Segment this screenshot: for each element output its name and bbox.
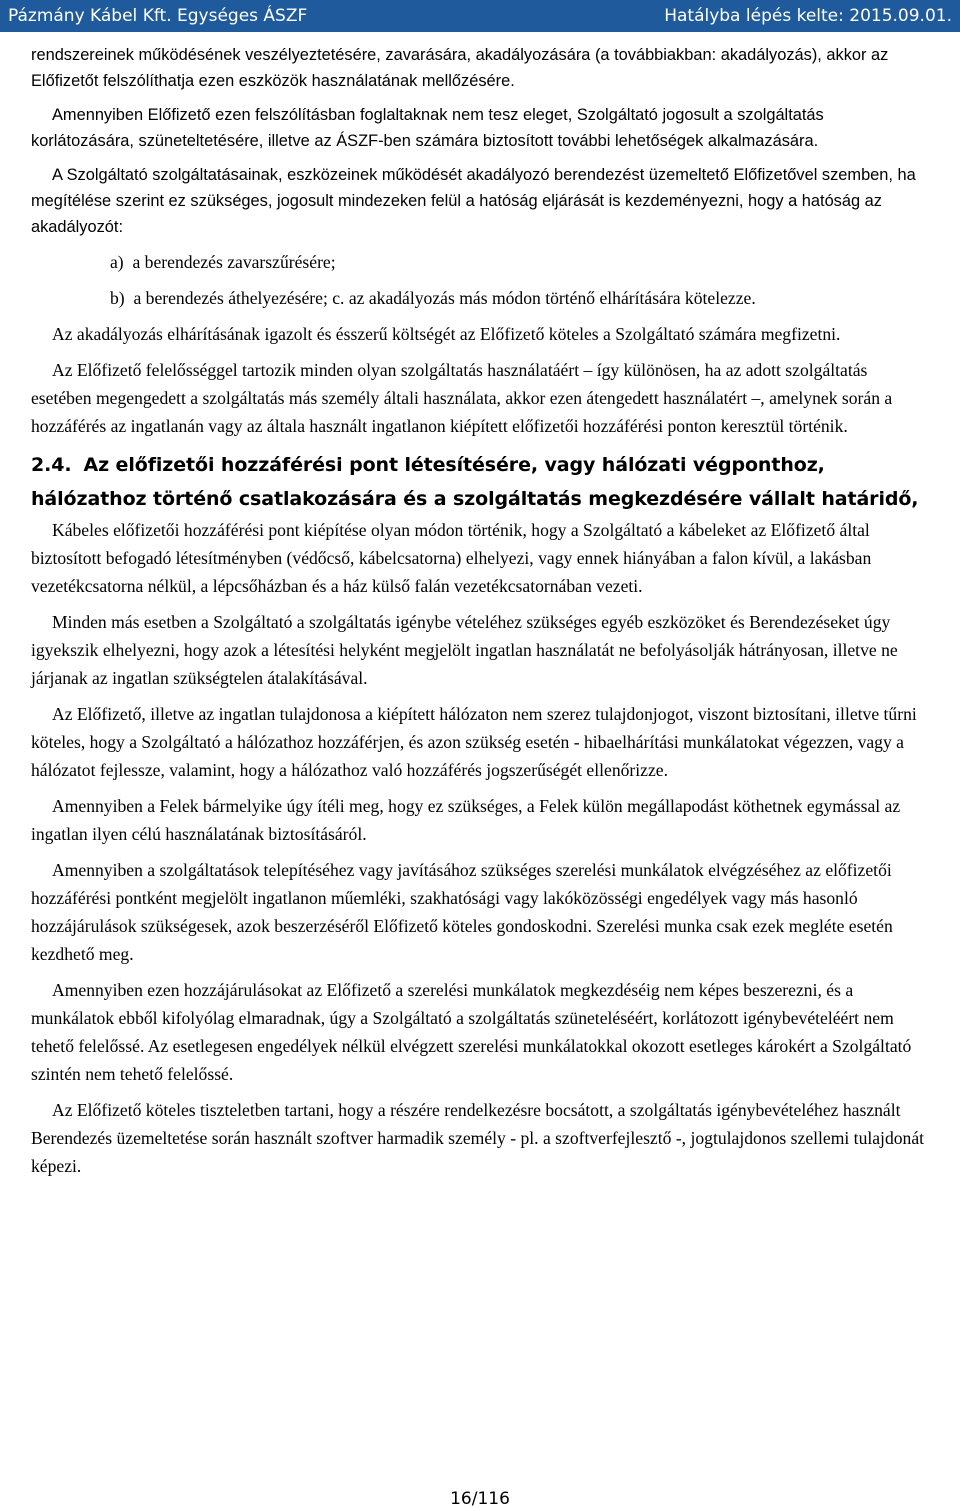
- header-effective-date: Hatályba lépés kelte: 2015.09.01.: [664, 6, 952, 26]
- paragraph: Az akadályozás elhárításának igazolt és ésszerű költségét az Előfizető köteles a Szolgáltató számára megfizetni.: [52, 324, 841, 344]
- section-heading: [31, 448, 931, 516]
- paragraph: Kábeles előfizetői hozzáférési pont kiépítése olyan módon történik, hogy a Szolgáltató a kábeleket az Előfizető által biztosított befogadó létesítményben (védőcső, kábelcsatorna) elhelyezi, vagy ennek hiányában a falon kívül, a lakásban vezetékcsatorna nélkül, a lépcsőházban és a ház külső falán vezetékcsatornában vezeti.: [31, 520, 872, 596]
- paragraph: Az Előfizető felelősséggel tartozik minden olyan szolgáltatás használatáért – így különösen, ha az adott szolgáltatás esetében megengedett a szolgáltatás más személy általi használata, akkor ezen átengedett használatért –, amelynek során a hozzáférés az ingatlanán vagy az általa használt ingatlanon kiépített előfizetői hozzáférési ponton keresztül történik.: [31, 360, 893, 436]
- list-item-a: a) a berendezés zavarszűrésére;: [110, 252, 336, 272]
- paragraph: Amennyiben Előfizető ezen felszólításban foglaltaknak nem tesz eleget, Szolgáltató jogosult a szolgáltatás korlátozására, szüneteltetésére, illetve az ÁSZF-ben számára biztosított további lehetőségek alkalmazására.: [31, 106, 824, 150]
- paragraph: Az Előfizető, illetve az ingatlan tulajdonosa a kiépített hálózaton nem szerez tulajdonjogot, viszont biztosítani, illetve tűrni köteles, hogy a Szolgáltató a hálózathoz hozzáférjen, és azon szükség esetén - hibaelhárítási munkálatokat végezzen, vagy a hálózatot fejlessze, valamint, hogy a hálózathoz való hozzáférés jogszerűségét ellenőrizze.: [31, 704, 917, 780]
- paragraph: Az Előfizető köteles tiszteletben tartani, hogy a részére rendelkezésre bocsátott, a szolgáltatás igénybevételéhez használt Berendezés üzemeltetése során használt szoftver harmadik személy - pl. a szoftverfejlesztő -, jogtulajdonos szellemi tulajdonát képezi.: [31, 1100, 925, 1176]
- paragraph: Amennyiben a Felek bármelyike úgy ítéli meg, hogy ez szükséges, a Felek külön megállapodást köthetnek egymással az ingatlan ilyen célú használatának biztosításáról.: [31, 796, 901, 844]
- header-title: Pázmány Kábel Kft. Egységes ÁSZF: [8, 6, 308, 26]
- paragraph: Amennyiben ezen hozzájárulásokat az Előfizető a szerelési munkálatok megkezdéséig nem képes beszerezni, és a munkálatok ebből kifolyólag elmaradnak, úgy a Szolgáltató a szolgáltatás szüneteléséért, korlátozott igénybevételéért nem tehető felelőssé. Az esetlegesen engedélyek nélkül elvégzett szerelési munkálatokkal okozott esetleges károkért a Szolgáltató szintén nem tehető felelőssé.: [31, 980, 912, 1084]
- page-number: 16/116: [450, 1489, 510, 1509]
- section-number: 2.4.: [31, 454, 72, 476]
- paragraph: A Szolgáltató szolgáltatásainak, eszközeinek működését akadályozó berendezést üzemeltető Előfizetővel szemben, ha megítélése szerint ez szükséges, jogosult mindezeken felül a hatóság eljárását is kezdeményezni, hogy a hatóság az akadályozót:: [31, 166, 916, 236]
- paragraph: Amennyiben a szolgáltatások telepítéséhez vagy javításához szükséges szerelési munkálatok elvégzéséhez az előfizetői hozzáférési pontként megjelölt ingatlanon műemléki, szakhatósági vagy lakóközösségi engedélyek vagy más hasonló hozzájárulások szükségesek, azok beszerzéséről Előfizető köteles gondoskodni. Szerelési munka csak ezek megléte esetén kezdhető meg.: [31, 860, 893, 964]
- paragraph: Minden más esetben a Szolgáltató a szolgáltatás igénybe vételéhez szükséges egyéb eszközöket és Berendezéseket úgy igyekszik elhelyezni, hogy azok a létesítési helyként megjelölt ingatlan használatát ne befolyásolják hátrányosan, illetve ne járjanak az ingatlan szükségtelen átalakításával.: [31, 612, 898, 688]
- section-title: Az előfizetői hozzáférési pont létesítésére, vagy hálózati végponthoz, hálózathoz történő csatlakozására és a szolgáltatás megkezdésére vállalt határidő,: [31, 454, 919, 510]
- paragraph: rendszereinek működésének veszélyeztetésére, zavarására, akadályozására (a továbbiakban: akadályozás), akkor az Előfizetőt felszólíthatja ezen eszközök használatának mellőzésére.: [31, 46, 889, 90]
- list-item-b: b) a berendezés áthelyezésére; c. az akadályozás más módon történő elhárítására kötelezze.: [110, 288, 756, 308]
- page-header: [0, 0, 960, 32]
- document-body: [31, 42, 931, 1180]
